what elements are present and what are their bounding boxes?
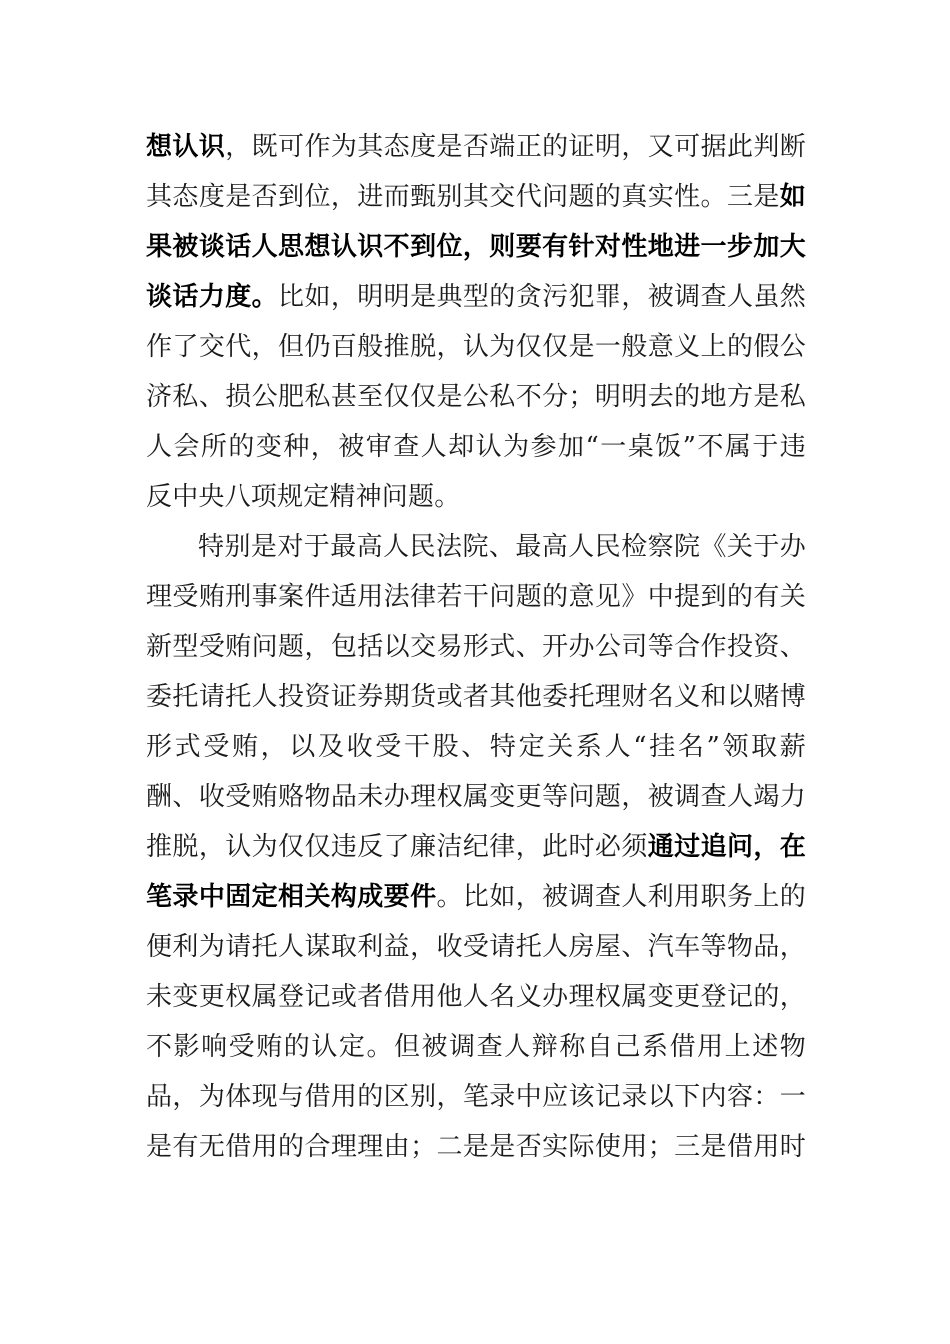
text-line xyxy=(146,327,806,367)
text-line xyxy=(146,677,806,717)
text-line xyxy=(146,1077,806,1117)
text-run: 是有无借用的合理理由；二是是否实际使用；三是借用时 xyxy=(146,1132,806,1162)
bold-text-run: 果被谈话人思想认识不到位，则要有针对性地进一步加大 xyxy=(146,232,806,262)
bold-text-run: 谈话力度。 xyxy=(146,282,279,312)
text-run: 不影响受贿的认定。但被调查人辩称自己系借用上述物 xyxy=(146,1032,806,1062)
text-line xyxy=(146,477,806,517)
text-run: 形式受贿，以及收受干股、特定关系人“挂名”领取薪 xyxy=(146,732,806,762)
bold-text-run: 如 xyxy=(779,182,806,212)
text-run: 酬、收受贿赂物品未办理权属变更等问题，被调查人竭力 xyxy=(146,782,806,812)
text-run: 新型受贿问题，包括以交易形式、开办公司等合作投资、 xyxy=(146,632,806,662)
text-run: ，既可作为其态度是否端正的证明，又可据此判断 xyxy=(225,132,806,162)
text-run: 品，为体现与借用的区别，笔录中应该记录以下内容：一 xyxy=(146,1082,806,1112)
text-line xyxy=(146,627,806,667)
text-run: 未变更权属登记或者借用他人名义办理权属变更登记的， xyxy=(146,982,806,1012)
text-line xyxy=(146,277,806,317)
text-run: 理受贿刑事案件适用法律若干问题的意见》中提到的有关 xyxy=(146,582,806,612)
text-run: 人会所的变种，被审查人却认为参加“一桌饭”不属于违 xyxy=(146,432,806,462)
text-line xyxy=(146,777,806,817)
text-line xyxy=(146,127,806,167)
text-line xyxy=(146,427,806,467)
text-run: 比如，明明是典型的贪污犯罪，被调查人虽然 xyxy=(278,282,806,312)
text-line xyxy=(146,977,806,1017)
text-line xyxy=(146,827,806,867)
text-run: 济私、损公肥私甚至仅仅是公私不分；明明去的地方是私 xyxy=(146,382,806,412)
text-line xyxy=(146,1127,806,1167)
text-line xyxy=(146,377,806,417)
text-line xyxy=(146,177,806,217)
text-run: 。比如，被调查人利用职务上的 xyxy=(436,882,807,912)
text-run: 其态度是否到位，进而甄别其交代问题的真实性。三是 xyxy=(146,182,780,212)
bold-text-run: 通过追问，在 xyxy=(647,832,806,862)
text-line xyxy=(146,927,806,967)
text-line xyxy=(146,577,806,617)
bold-text-run: 笔录中固定相关构成要件 xyxy=(146,882,437,912)
text-line xyxy=(146,227,806,267)
text-line xyxy=(198,527,806,567)
text-run: 作了交代，但仍百般推脱，认为仅仅是一般意义上的假公 xyxy=(146,332,806,362)
text-line xyxy=(146,1027,806,1067)
text-line xyxy=(146,877,806,917)
bold-text-run: 想认识 xyxy=(146,132,226,162)
text-line xyxy=(146,727,806,767)
text-run: 便利为请托人谋取利益，收受请托人房屋、汽车等物品， xyxy=(146,932,806,962)
text-run: 特别是对于最高人民法院、最高人民检察院《关于办 xyxy=(198,532,806,562)
text-run: 委托请托人投资证券期货或者其他委托理财名义和以赌博 xyxy=(146,682,806,712)
text-run: 推脱，认为仅仅违反了廉洁纪律，此时必须 xyxy=(146,832,648,862)
text-run: 反中央八项规定精神问题。 xyxy=(146,482,461,512)
